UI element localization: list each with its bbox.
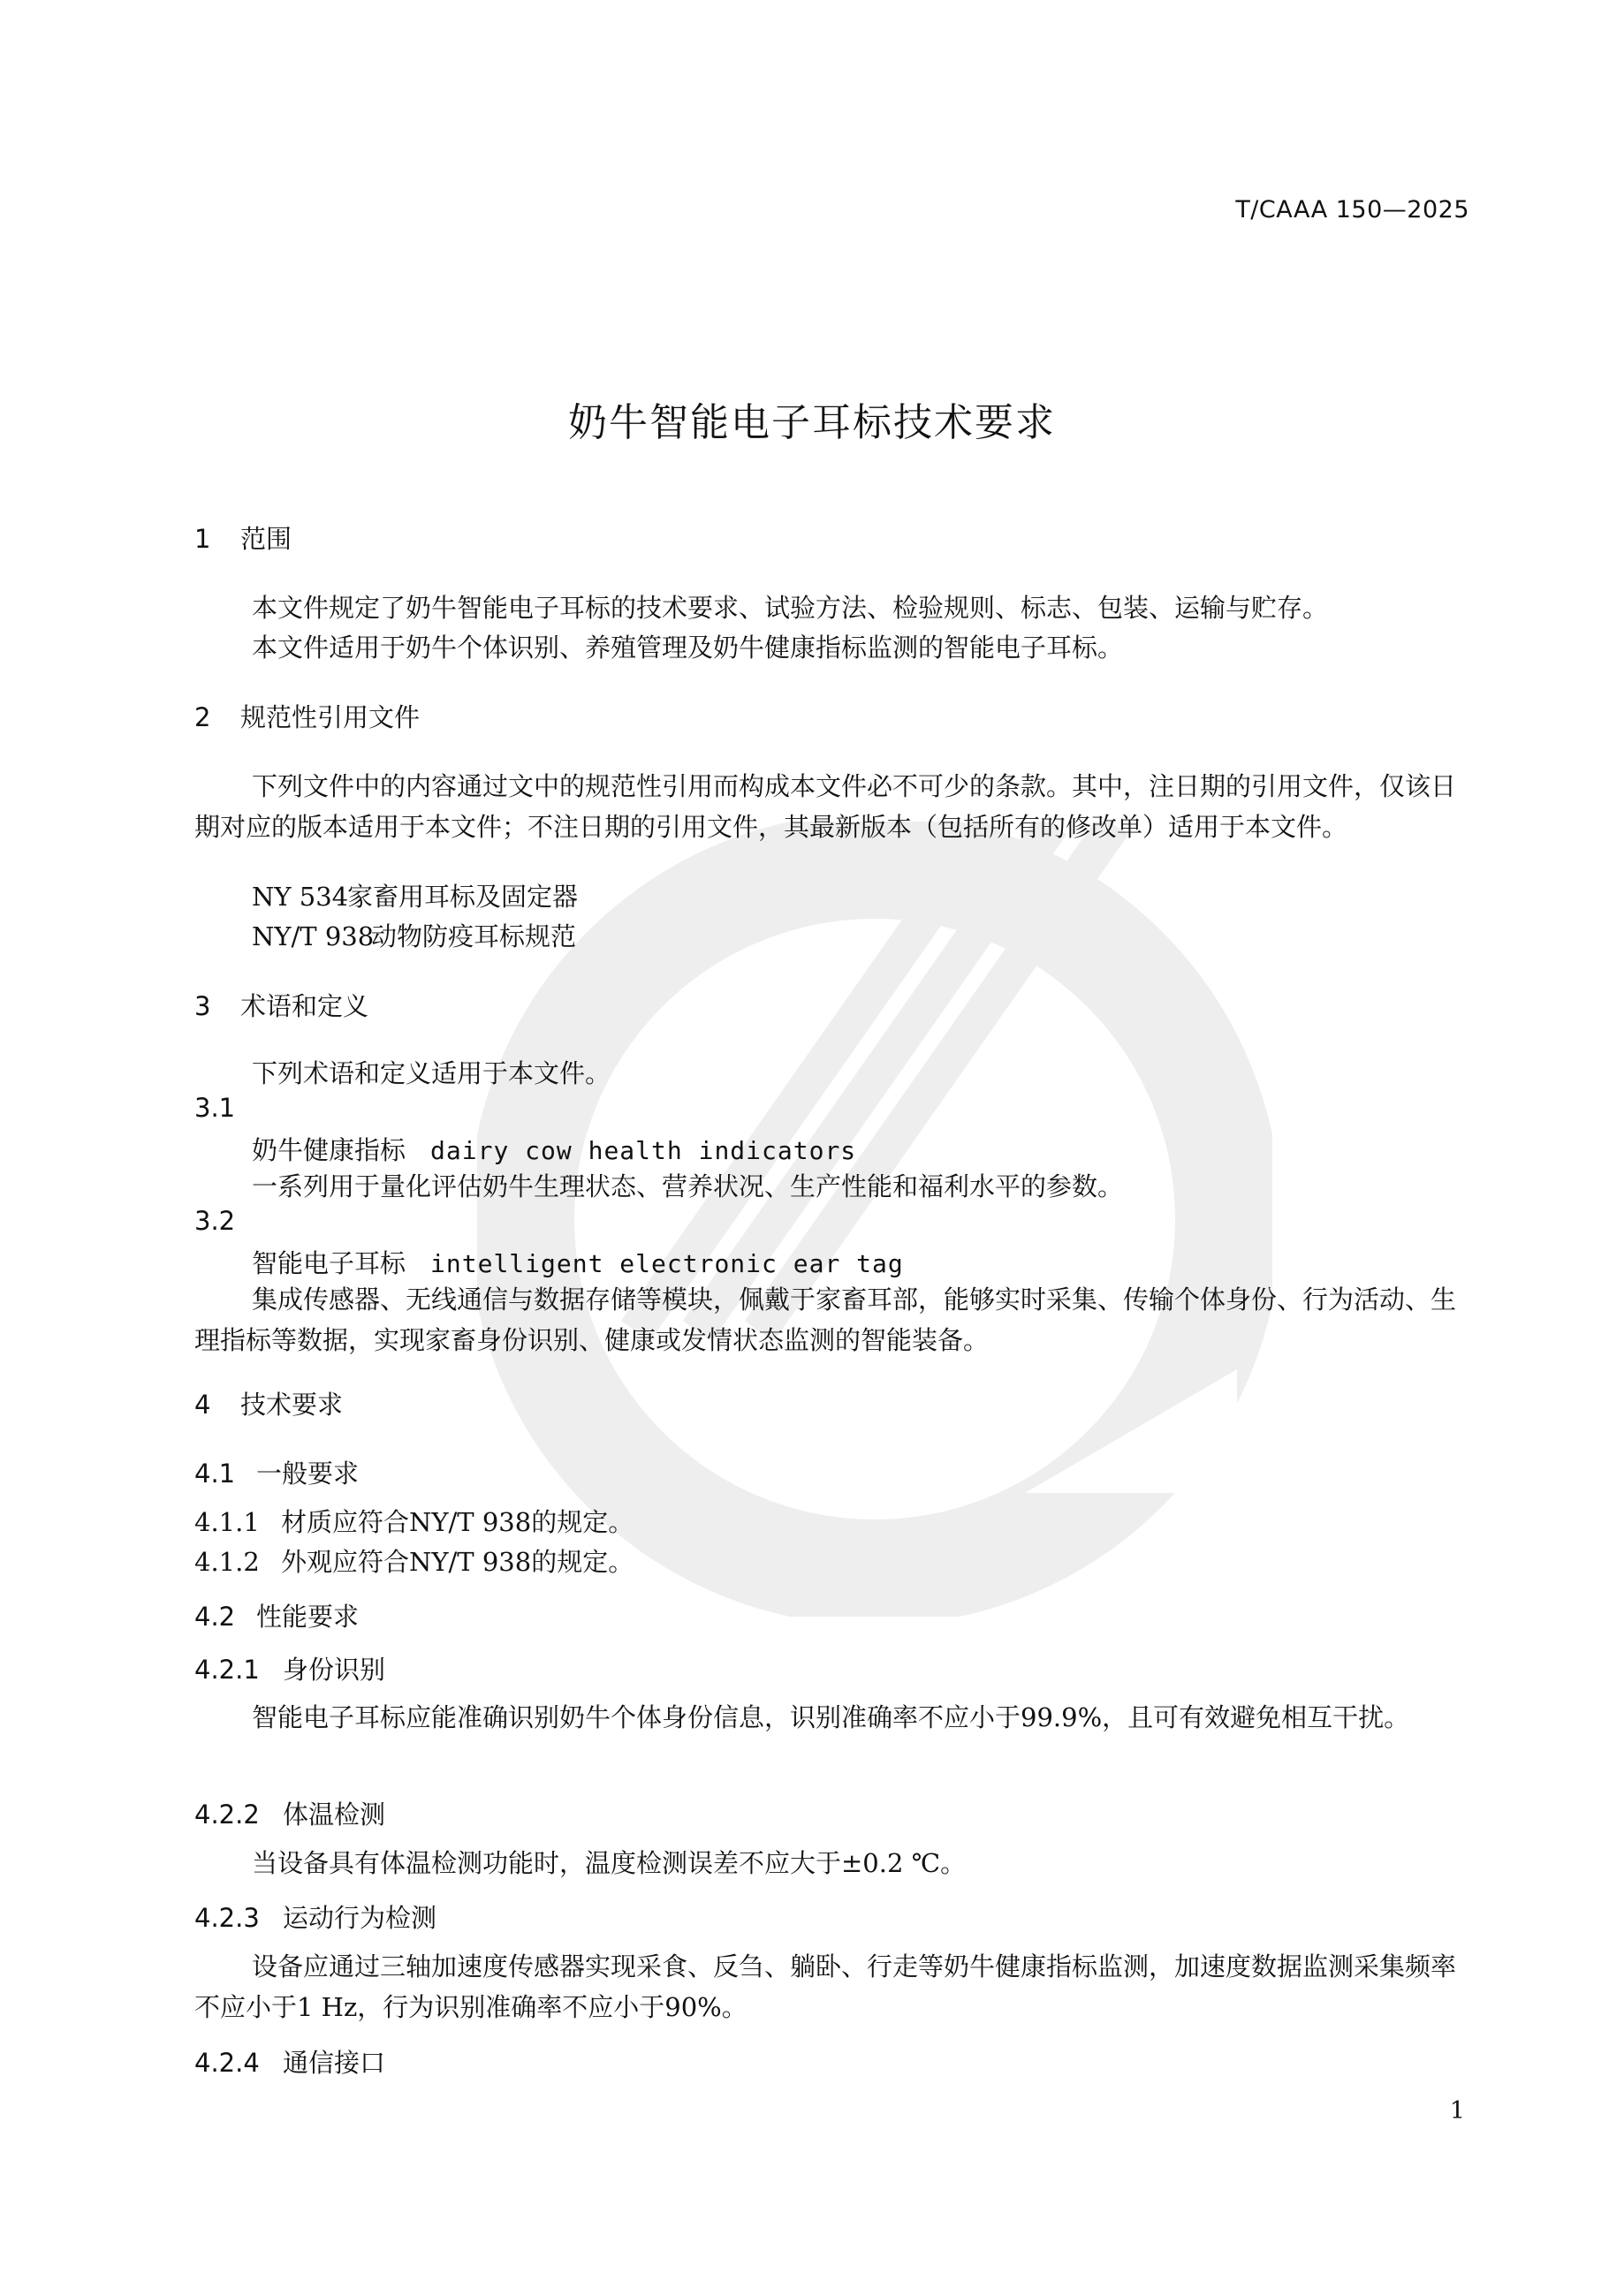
clause-4-2-4-heading: 4.2.4 通信接口 — [194, 2048, 386, 2078]
section-3-heading: 3 术语和定义 — [194, 991, 369, 1021]
clause-4-2-2-heading: 4.2.2 体温检测 — [194, 1800, 386, 1830]
term-number: 3.2 — [194, 1206, 236, 1236]
clause-item: 4.1.2 外观应符合NY/T 938的规定。 — [194, 1547, 634, 1577]
document-title: 奶牛智能电子耳标技术要求 — [568, 400, 1056, 445]
logo-watermark — [477, 822, 1272, 1617]
term-number: 3.1 — [194, 1093, 236, 1123]
section-1-paragraph-1: 本文件规定了奶牛智能电子耳标的技术要求、试验方法、检验规则、标志、包装、运输与贮存。 — [252, 593, 1329, 623]
section-4-1-heading: 4.1 一般要求 — [194, 1459, 360, 1489]
term-heading: 奶牛健康指标 dairy cow health indicators — [252, 1135, 857, 1165]
clause-4-2-3-text: 设备应通过三轴加速度传感器实现采食、反刍、躺卧、行走等奶牛健康指标监测，加速度数据监测采集频率不应小于1 Hz，行为识别准确率不应小于90%。 — [194, 1951, 1457, 2022]
term-heading: 智能电子耳标 intelligent electronic ear tag — [252, 1248, 904, 1278]
page-number: 1 — [1449, 2097, 1465, 2125]
section-4-heading: 4 技术要求 — [194, 1390, 344, 1420]
normative-reference: NY 534家畜用耳标及固定器 — [252, 882, 579, 912]
clause-4-2-2-text: 当设备具有体温检测功能时，温度检测误差不应大于±0.2 ℃。 — [252, 1848, 967, 1878]
section-1-paragraph-2: 本文件适用于奶牛个体识别、养殖管理及奶牛健康指标监测的智能电子耳标。 — [252, 633, 1124, 663]
clause-item: 4.1.1 材质应符合NY/T 938的规定。 — [194, 1507, 634, 1537]
term-definition: 集成传感器、无线通信与数据存储等模块，佩戴于家畜耳部，能够实时采集、传输个体身份、行为活动、生理指标等数据，实现家畜身份识别、健康或发情状态监测的智能装备。 — [194, 1284, 1457, 1355]
term-definition: 一系列用于量化评估奶牛生理状态、营养状况、生产性能和福利水平的参数。 — [252, 1171, 1124, 1201]
section-1-heading: 1 范围 — [194, 524, 292, 554]
section-3-paragraph: 下列术语和定义适用于本文件。 — [252, 1058, 611, 1088]
section-4-2-heading: 4.2 性能要求 — [194, 1602, 360, 1632]
section-2-heading: 2 规范性引用文件 — [194, 702, 421, 732]
section-2-paragraph: 下列文件中的内容通过文中的规范性引用而构成本文件必不可少的条款。其中，注日期的引用文件，仅该日期对应的版本适用于本文件；不注日期的引用文件，其最新版本（包括所有的修改单）适用于本文件。 — [194, 771, 1457, 842]
normative-reference: NY/T 938动物防疫耳标规范 — [252, 921, 577, 951]
clause-4-2-1-heading: 4.2.1 身份识别 — [194, 1655, 386, 1685]
clause-4-2-3-heading: 4.2.3 运动行为检测 — [194, 1903, 437, 1933]
standard-code: T/CAAA 150—2025 — [1235, 196, 1469, 224]
clause-4-2-1-text: 智能电子耳标应能准确识别奶牛个体身份信息，识别准确率不应小于99.9%，且可有效避免相互干扰。 — [252, 1702, 1410, 1732]
